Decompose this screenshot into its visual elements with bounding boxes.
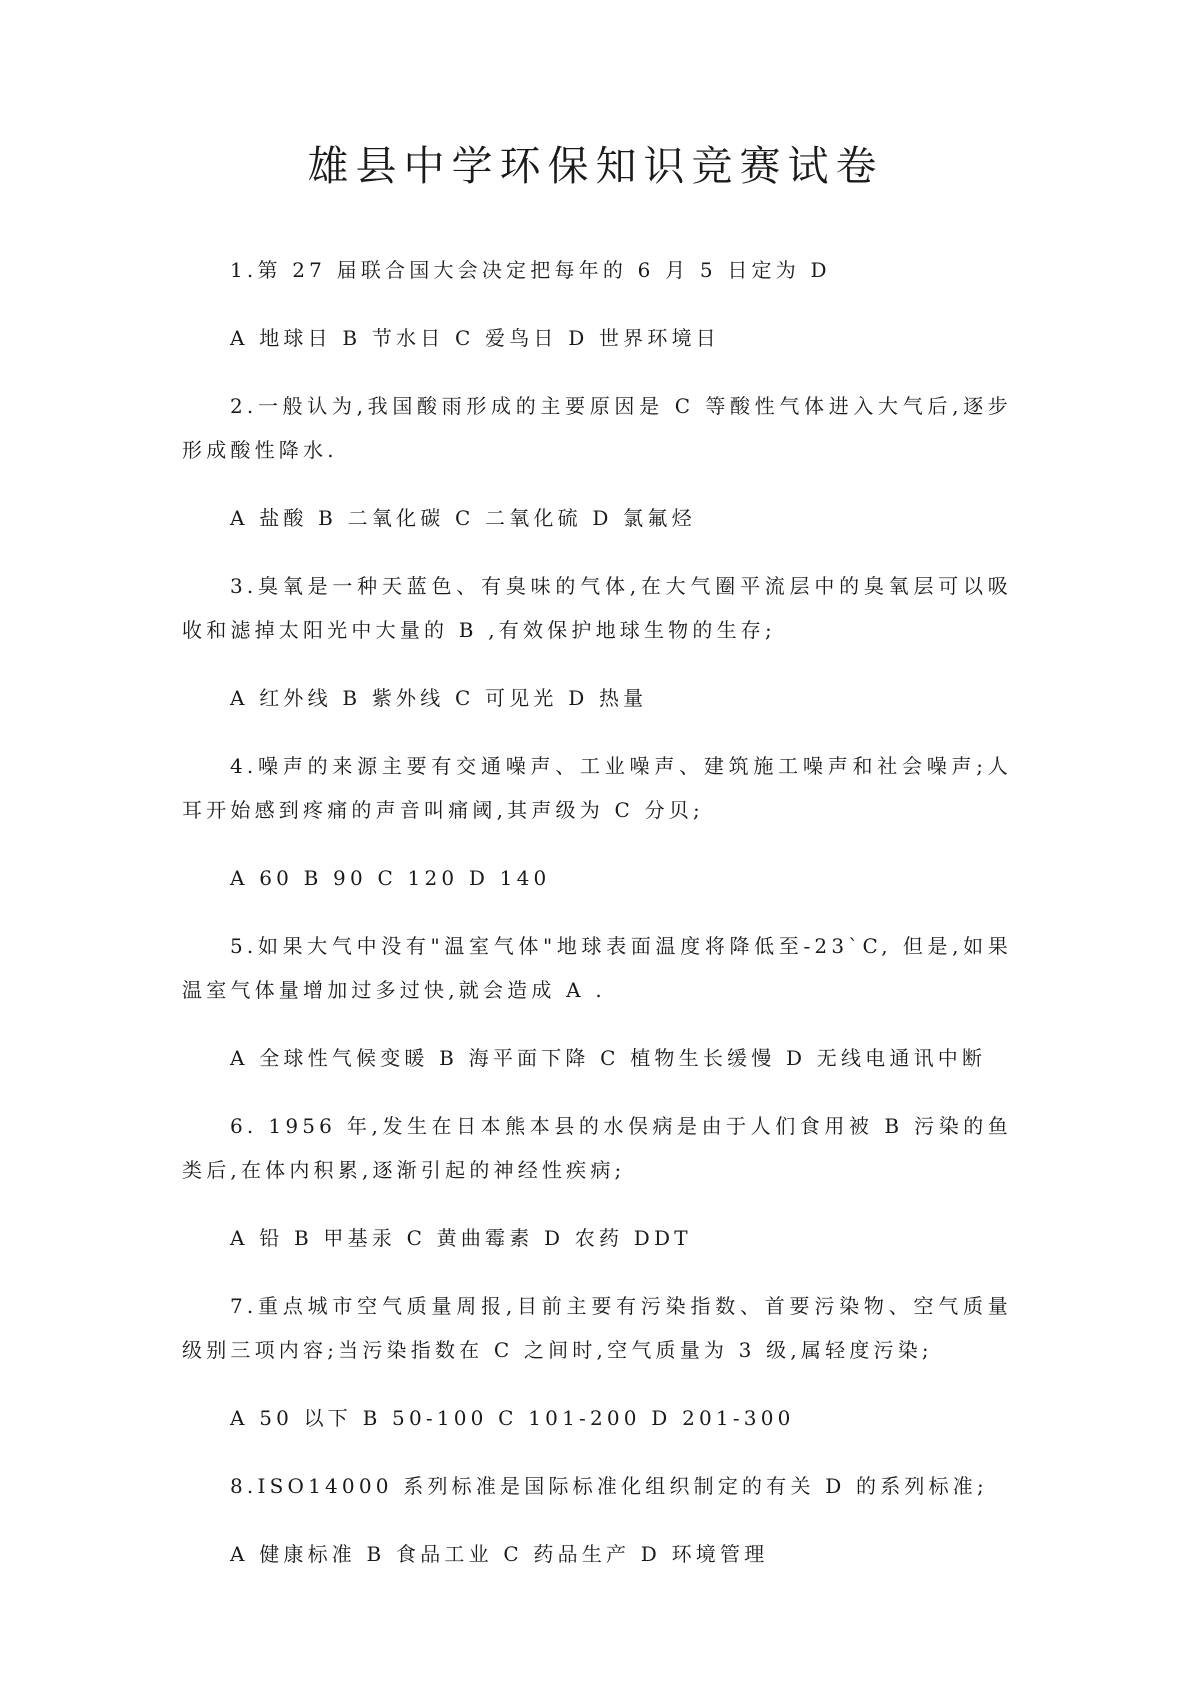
question-7-options: A 50 以下 B 50-100 C 101-200 D 201-300 bbox=[230, 1406, 795, 1430]
question-8-options: A 健康标准 B 食品工业 C 药品生产 D 环境管理 bbox=[230, 1542, 769, 1566]
page-title: 雄县中学环保知识竞赛试卷 bbox=[307, 142, 884, 190]
question-4-options: A 60 B 90 C 120 D 140 bbox=[230, 866, 551, 890]
question-2-options: A 盐酸 B 二氧化碳 C 二氧化硫 D 氯氟烃 bbox=[230, 506, 696, 530]
question-1-options: A 地球日 B 节水日 C 爱鸟日 D 世界环境日 bbox=[230, 326, 720, 350]
question-6-options: A 铅 B 甲基汞 C 黄曲霉素 D 农药 DDT bbox=[230, 1226, 692, 1250]
question-6: 6. 1956 年,发生在日本熊本县的水俣病是由于人们食用被 B 污染的鱼类后,在体内积累,逐渐引起的神经性疾病; bbox=[182, 1114, 1012, 1182]
question-4: 4.噪声的来源主要有交通噪声、工业噪声、建筑施工噪声和社会噪声;人耳开始感到疼痛的声音叫痛阈,其声级为 C 分贝; bbox=[182, 754, 1012, 822]
question-1: 1.第 27 届联合国大会决定把每年的 6 月 5 日定为 D bbox=[230, 258, 831, 282]
question-8: 8.ISO14000 系列标准是国际标准化组织制定的有关 D 的系列标准; bbox=[230, 1474, 988, 1498]
question-5-options: A 全球性气候变暖 B 海平面下降 C 植物生长缓慢 D 无线电通讯中断 bbox=[230, 1046, 987, 1070]
question-7: 7.重点城市空气质量周报,目前主要有污染指数、首要污染物、空气质量级别三项内容;当污染指数在 C 之间时,空气质量为 3 级,属轻度污染; bbox=[182, 1294, 1012, 1362]
question-2: 2.一般认为,我国酸雨形成的主要原因是 C 等酸性气体进入大气后,逐步形成酸性降水. bbox=[182, 394, 1012, 462]
question-3: 3.臭氧是一种天蓝色、有臭味的气体,在大气圈平流层中的臭氧层可以吸收和滤掉太阳光中大量的 B ,有效保护地球生物的生存; bbox=[182, 574, 1012, 642]
document-body bbox=[182, 248, 1012, 1600]
question-3-options: A 红外线 B 紫外线 C 可见光 D 热量 bbox=[230, 686, 648, 710]
question-5: 5.如果大气中没有"温室气体"地球表面温度将降低至-23`C, 但是,如果温室气体量增加过多过快,就会造成 A . bbox=[182, 934, 1012, 1002]
